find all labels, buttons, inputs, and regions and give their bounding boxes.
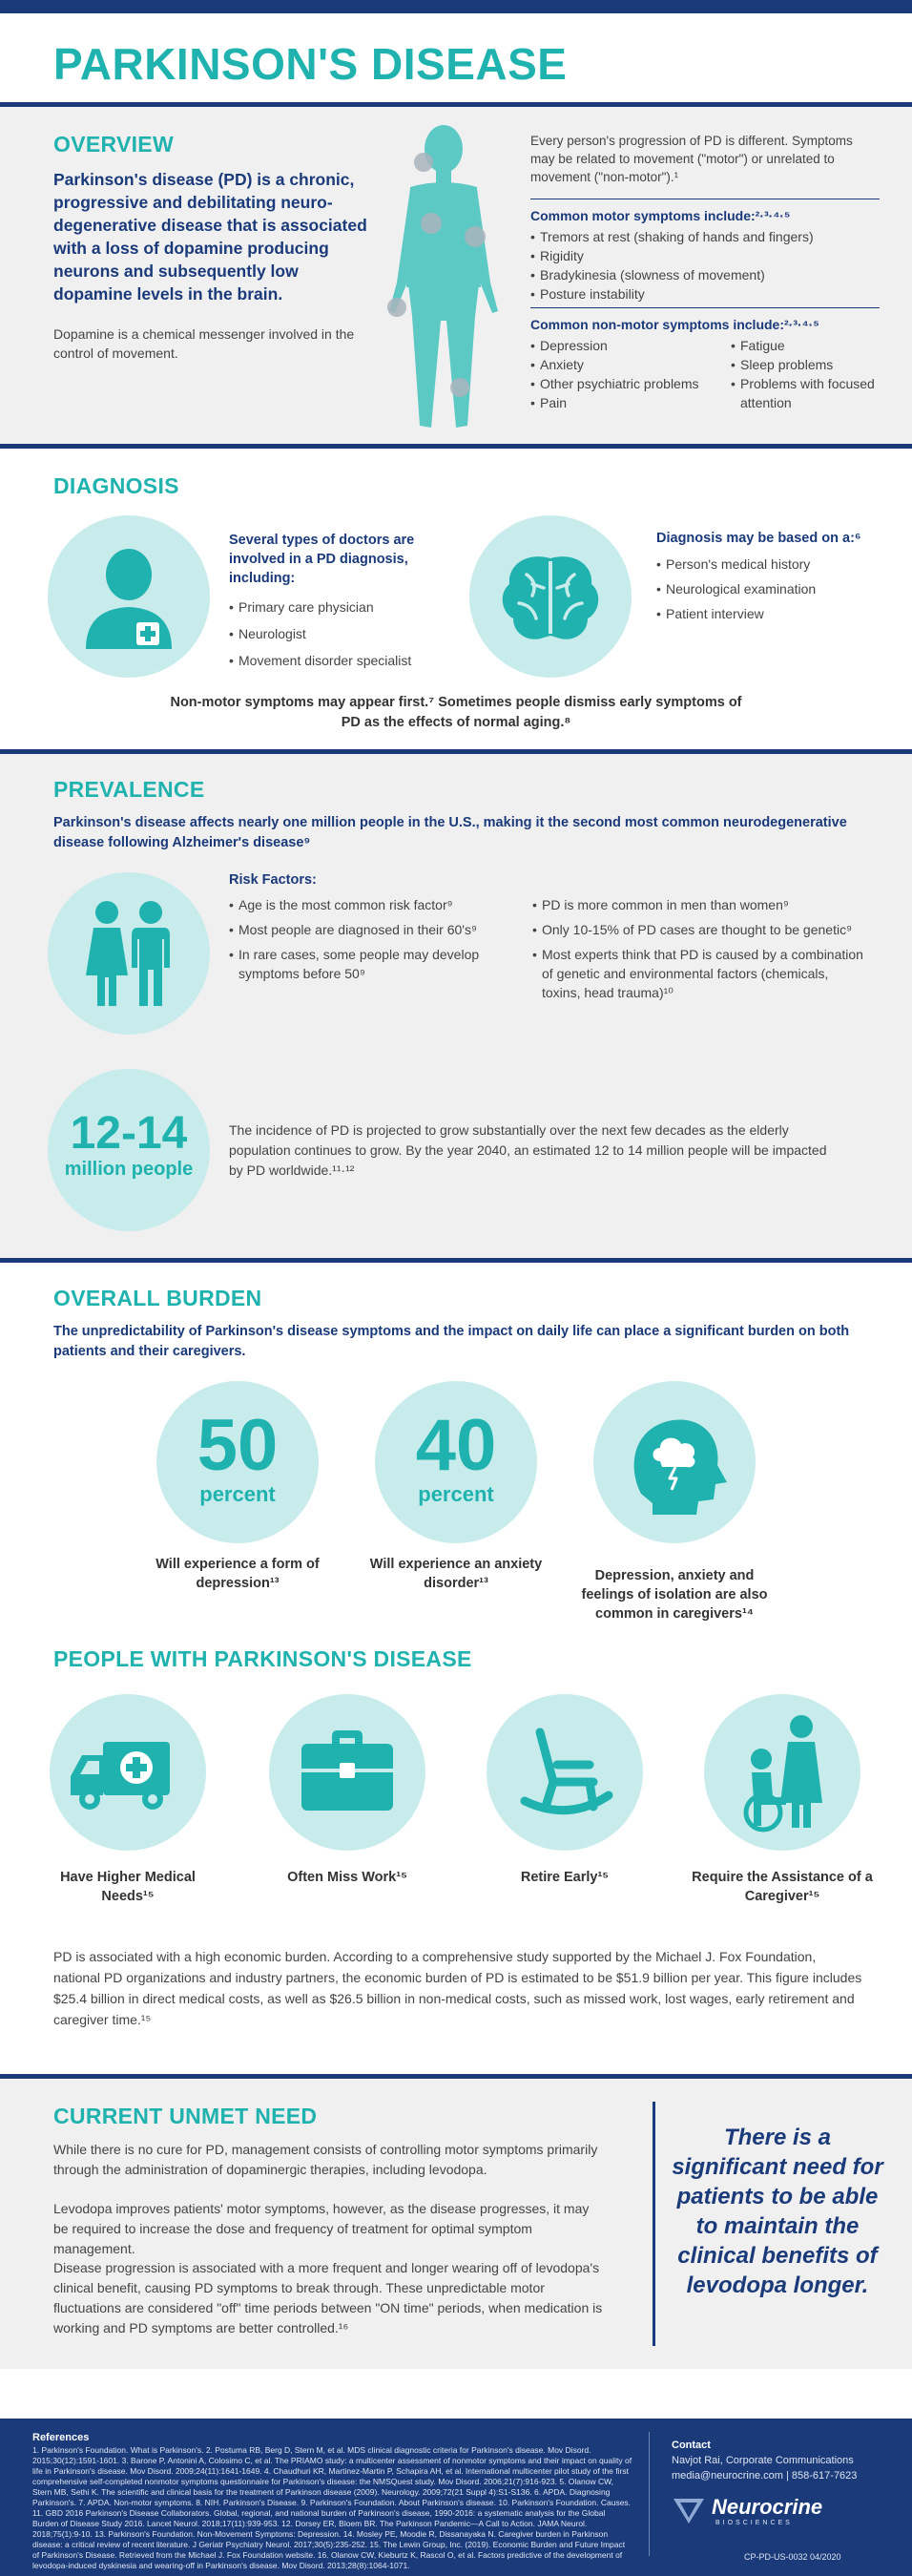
- risk-list-left: [229, 895, 506, 983]
- quote-divider: [653, 2102, 655, 2346]
- based-item: • Patient interview: [656, 601, 876, 626]
- overview-dopamine-note: Dopamine is a chemical messenger involved in the control of movement.: [53, 326, 355, 361]
- risk-heading: Risk Factors:: [229, 872, 317, 888]
- logo-subtitle: BIOSCIENCES: [715, 2520, 793, 2526]
- risk-item: • Most experts think that PD is caused by a combination of genetic and environmental factors (chemicals, toxins, head trauma)¹⁰: [532, 945, 866, 1002]
- caregiver-assistance-caption: Require the Assistance of a Caregiver¹⁵: [692, 1870, 873, 1904]
- miss-work-caption: Often Miss Work¹⁵: [287, 1870, 407, 1885]
- burden-section: [0, 1263, 912, 2079]
- overview-intro: Every person's progression of PD is different. Symptoms may be related to movement ("motor") or unrelated to movement ("non-motor").¹: [530, 134, 853, 184]
- nonmotor-item: • Problems with focused attention: [731, 374, 893, 412]
- motor-list: [530, 227, 874, 304]
- based-item: • Neurological examination: [656, 576, 876, 601]
- neurocrine-logo-icon: [672, 2495, 706, 2525]
- ambulance-icon-circle: [50, 1694, 206, 1851]
- overview-section: [0, 107, 912, 449]
- prevalence-section: [0, 754, 912, 1263]
- caregiver-icon-circle: [704, 1694, 860, 1851]
- motor-heading: Common motor symptoms include:²·³·⁴·⁵: [530, 208, 791, 223]
- doctor-icon-circle: [48, 515, 210, 678]
- page-title: PARKINSON'S DISEASE: [53, 39, 568, 89]
- doctors-list: [229, 594, 458, 674]
- man-woman-icon: [48, 872, 210, 1035]
- risk-item: • Most people are diagnosed in their 60's⁹: [229, 920, 506, 939]
- projection-text: The incidence of PD is projected to grow substantially over the next few decades as the elderly population continues to grow. By the year 2040, an estimated 12 to 14 million people will be impacted by PD worldwide.¹¹·¹²: [229, 1122, 827, 1178]
- risk-item: • Only 10-15% of PD cases are thought to be genetic⁹: [532, 920, 866, 939]
- depression-stat-caption: Will experience a form of depression¹³: [155, 1557, 320, 1591]
- title-banner: [0, 13, 912, 107]
- doctor-item: • Neurologist: [229, 620, 458, 647]
- risk-item: • PD is more common in men than women⁹: [532, 895, 866, 914]
- depression-stat-unit: percent: [199, 1482, 276, 1506]
- burden-heading: OVERALL BURDEN: [53, 1286, 262, 1310]
- unmet-quote: There is a significant need for patients to be able to maintain the clinical benefits of levodopa longer.: [672, 2125, 883, 2298]
- unmet-need-section: [0, 2079, 912, 2369]
- references-text: 1. Parkinson's Foundation. What is Parkinson's. 2. Postuma RB, Berg D, Stern M, et al. MDS clinical diagnostic criteria for Parkinson's disease. Mov Disord. 2015;30(12):1591-1601. 3. Barone P, Antonini A, Colosimo C, et al. The PRIAMO study: a multicenter assessment of nonmotor symptoms and their impact on quality of life in Parkinson's disease. Mov Disord. 2009;24(11):1641-1649. 4. Chaudhuri KR, Martinez-Martin P, Schapira AH, et al. International multicenter pilot study of the first comprehensive self-completed nonmotor symptoms questionnaire for Parkinson's disease: the NMSQuest study. Mov Disord. 2006;21(7):916-923. 5. Olanow CW, Stern MB, Sethi K. The scientific and clinical basis for the treatment of Parkinson disease (2009). Neurology. 2009;72(21 Suppl 4):S1-S136. 6. APDA. Diagnosing Parkinson's. 7. APDA. Non-motor symptoms. 8. NIH. Parkinson's Disease. 9. Parkinson's Foundation. About Parkinson's disease. 10. Parkinson's Foundation. Causes. 11. GBD 2016 Parkinson's Disease Collaborators. Global, regional, and national burden of Parkinson's disease, 1990-2016: a systematic analysis for the Global Burden of Disease Study 2016. Lancet Neurol. 2018;17(11):939-953. 12. Dorsey ER, Bloem BR. The Parkinson Pandemic—A Call to Action. JAMA Neurol. 2018;75(1):9-10. 13. Parkinson's Foundation. Non-Movement Symptoms: Depression. 14. Mosley PE, Moodie R, Dissanayaka N. Caregiver burden in Parkinson disease: a critical review of recent literature. J Geriatr Psychiatry Neurol. 2017;30(5):235-252. 15. The Lewin Group, Inc. (2019). Economic Burden and Future Impact of Parkinson's Disease. Retrieved from the Michael J. Fox Foundation website. 16. Olanow CW, Kieburtz K, Rascol O, et al. Factors predictive of the development of levodopa-induced dyskinesia and wearing-off in Parkinson's disease. Mov Disord. 2013;28(8):1064-1071.: [32, 2445, 632, 2570]
- document-code: CP-PD-US-0032 04/2020: [744, 2552, 841, 2562]
- brain-icon: [469, 515, 632, 678]
- overview-lead: Parkinson's disease (PD) is a chronic, progressive and debilitating neuro-degenerative disease that is associated with a loss of dopamine producing neurons and subsequently low dopamine levels in the brain.: [53, 170, 367, 304]
- economic-burden-text: PD is associated with a high economic burden. According to a comprehensive study supported by the Michael J. Fox Foundation, national PD organizations and industry partners, the economic burden of PD is estimated to be $51.9 billion per year. This figure includes $25.4 billion in direct medical costs, as well as $26.5 billion in non-medical costs, such as missed work, lost wages, early retirement and caregiver time.¹⁵: [53, 1949, 862, 2027]
- based-item: • Person's medical history: [656, 552, 876, 576]
- overview-heading: OVERVIEW: [53, 132, 174, 157]
- based-heading: Diagnosis may be based on a:⁶: [656, 531, 861, 546]
- doctor-icon: [48, 515, 210, 678]
- unmet-heading: CURRENT UNMET NEED: [53, 2104, 318, 2128]
- unmet-paragraph-3: Disease progression is associated with a more frequent and longer wearing off of levodopa's clinical benefit, causing PD symptoms to break through. These unpredictable motor fluctuations are considered "off" time periods between "ON time" periods, when medication is working and PD symptoms are better controlled.¹⁶: [53, 2260, 603, 2335]
- nonmotor-heading: Common non-motor symptoms include:²·³·⁴·⁵: [530, 317, 819, 332]
- rocking-chair-icon-circle: [487, 1694, 643, 1851]
- prevalence-lead: Parkinson's disease affects nearly one million people in the U.S., making it the second most common neurodegenerative disease following Alzheimer's disease⁹: [53, 815, 847, 850]
- anxiety-stat-circle: [375, 1381, 537, 1543]
- overview-rule-2: [530, 307, 880, 308]
- human-body-icon: [382, 120, 506, 445]
- doctor-item: • Primary care physician: [229, 594, 458, 620]
- brain-icon-circle: [469, 515, 632, 678]
- top-bar: [0, 0, 912, 13]
- diagnosis-heading: DIAGNOSIS: [53, 473, 179, 498]
- caregiver-isolation-circle: [593, 1381, 756, 1543]
- people-heading: PEOPLE WITH PARKINSON'S DISEASE: [53, 1646, 472, 1671]
- nonmotor-list-right: [731, 336, 893, 412]
- diagnosis-section: [0, 449, 912, 754]
- logo-wordmark: Neurocrine: [712, 2495, 823, 2519]
- risk-item: • In rare cases, some people may develop symptoms before 50⁹: [229, 945, 506, 983]
- projection-unit: million people: [64, 1159, 194, 1180]
- ambulance-icon: [50, 1694, 206, 1851]
- depression-stat-value: 50: [197, 1405, 279, 1486]
- head-storm-cloud-icon: [593, 1381, 756, 1543]
- caregiver-isolation-caption: Depression, anxiety and feelings of isolation are also common in caregivers¹⁴: [581, 1568, 768, 1622]
- contact-name: Navjot Rai, Corporate Communications: [672, 2455, 854, 2466]
- nonmotor-item: • Depression: [530, 336, 721, 355]
- briefcase-icon-circle: [269, 1694, 425, 1851]
- nonmotor-list-left: [530, 336, 721, 412]
- motor-item: • Posture instability: [530, 284, 874, 304]
- depression-stat-circle: [156, 1381, 319, 1543]
- based-list: [656, 552, 876, 626]
- doctor-item: • Movement disorder specialist: [229, 647, 458, 674]
- anxiety-stat-unit: percent: [418, 1482, 494, 1506]
- risk-list-right: [532, 895, 866, 1002]
- medical-needs-caption: Have Higher Medical Needs¹⁵: [60, 1870, 196, 1904]
- nonmotor-item: • Fatigue: [731, 336, 893, 355]
- rocking-chair-icon: [487, 1694, 643, 1851]
- diagnosis-note: Non-motor symptoms may appear first.⁷ Sometimes people dismiss early symptoms of PD as the effects of normal aging.⁸: [170, 695, 742, 730]
- motor-item: • Rigidity: [530, 246, 874, 265]
- anxiety-stat-caption: Will experience an anxiety disorder¹³: [369, 1557, 543, 1591]
- footer-divider: [649, 2432, 650, 2556]
- contact-info[interactable]: media@neurocrine.com | 858-617-7623: [672, 2470, 858, 2482]
- motor-item: • Tremors at rest (shaking of hands and fingers): [530, 227, 874, 246]
- neurocrine-logo: [672, 2493, 891, 2531]
- unmet-paragraph-2: Levodopa improves patients' motor symptoms, however, as the disease progresses, it may be required to increase the dose and frequency of treatment for optimal symptom management.: [53, 2201, 590, 2256]
- unmet-paragraph-1: While there is no cure for PD, management consists of controlling motor symptoms primarily through the administration of dopaminergic therapies, including levodopa.: [53, 2142, 598, 2177]
- briefcase-icon: [269, 1694, 425, 1851]
- motor-item: • Bradykinesia (slowness of movement): [530, 265, 874, 284]
- doctors-heading: Several types of doctors are involved in a PD diagnosis, including:: [229, 533, 415, 586]
- caregiver-wheelchair-icon: [704, 1694, 860, 1851]
- footer: [0, 2419, 912, 2576]
- retire-early-caption: Retire Early¹⁵: [520, 1870, 610, 1885]
- contact-heading: Contact: [672, 2440, 711, 2451]
- references-heading: References: [32, 2432, 90, 2443]
- prevalence-heading: PREVALENCE: [53, 777, 205, 802]
- projection-circle: [48, 1069, 210, 1231]
- nonmotor-item: • Pain: [530, 393, 721, 412]
- projection-number: 12-14: [70, 1108, 188, 1159]
- burden-lead: The unpredictability of Parkinson's disease symptoms and the impact on daily life can place a significant burden on both patients and their caregivers.: [53, 1324, 850, 1359]
- nonmotor-item: • Other psychiatric problems: [530, 374, 721, 393]
- anxiety-stat-value: 40: [415, 1405, 497, 1486]
- risk-item: • Age is the most common risk factor⁹: [229, 895, 506, 914]
- nonmotor-item: • Sleep problems: [731, 355, 893, 374]
- people-icon-circle: [48, 872, 210, 1035]
- nonmotor-item: • Anxiety: [530, 355, 721, 374]
